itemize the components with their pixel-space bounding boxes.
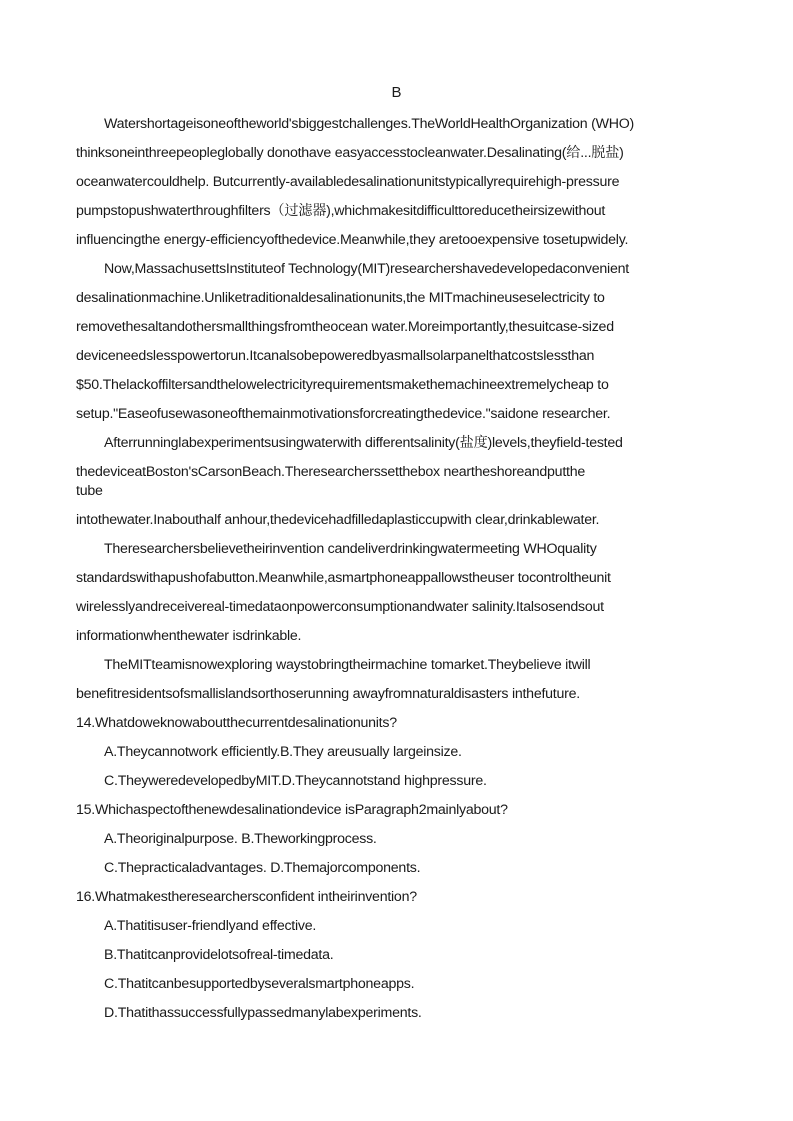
passage-line: informationwhenthewater isdrinkable.: [76, 628, 302, 644]
passage-line: influencingthe energy-efficiencyofthedevice.Meanwhile,they aretooexpensive tosetupwidely.: [76, 232, 629, 248]
passage-line: oceanwatercouldhelp. Butcurrently-availabledesalinationunitstypicallyrequirehigh-pressure: [76, 174, 620, 190]
question-option: A.Thatitisuser-friendlyand effective.: [104, 918, 317, 934]
question-option: B.Thatitcanprovidelotsofreal-timedata.: [104, 947, 334, 963]
question-stem: 15.Whichaspectofthenewdesalinationdevice isParagraph2mainlyabout?: [76, 802, 508, 818]
passage-line: Theresearchersbelievetheirinvention candeliverdrinkingwatermeeting WHOquality: [104, 541, 597, 557]
passage-line: tube: [76, 483, 103, 499]
section-letter: B: [391, 84, 402, 101]
passage-line: thedeviceatBoston'sCarsonBeach.Theresearcherssetthebox neartheshoreandputthe: [76, 464, 585, 480]
question-option: D.Thatithassuccessfullypassedmanylabexperiments.: [104, 1005, 422, 1021]
passage-line: deviceneedslesspowertorun.Itcanalsobepoweredbyasmallsolarpanelthatcostslessthan: [76, 348, 595, 364]
passage-line: pumpstopushwaterthroughfilters（过滤器),whichmakesitdifficulttoreducetheirsizewithout: [76, 203, 606, 219]
question-stem: 16.Whatmakestheresearchersconfident intheirinvention?: [76, 889, 417, 905]
passage-line: setup."Easeofusewasoneofthemainmotivationsforcreatingthedevice."saidone researcher.: [76, 406, 611, 422]
passage-line: thinksoneinthreepeopleglobally donothave easyaccesstocleanwater.Desalinating(给...脱盐): [76, 145, 624, 161]
passage-line: Now,MassachusettsInstituteof Technology(MIT)researchershavedevelopedaconvenient: [104, 261, 629, 277]
passage-line: standardswithapushofabutton.Meanwhile,asmartphoneappallowstheuser tocontroltheunit: [76, 570, 611, 586]
question-options: A.Theycannotwork efficiently.B.They areusually largeinsize.: [104, 744, 462, 760]
question-options: C.Thepracticaladvantages. D.Themajorcomponents.: [104, 860, 421, 876]
passage-line: $50.Thelackoffiltersandthelowelectricityrequirementsmakethemachineextremelycheap to: [76, 377, 609, 393]
passage-line: removethesaltandothersmallthingsfromtheocean water.Moreimportantly,thesuitcase-sized: [76, 319, 614, 335]
passage-line: wirelesslyandreceivereal-timedataonpowerconsumptionandwater salinity.Italsosendsout: [76, 599, 604, 615]
question-options: A.Theoriginalpurpose. B.Theworkingprocess.: [104, 831, 377, 847]
passage-line: benefitresidentsofsmallislandsorthoserunning awayfromnaturaldisasters inthefuture.: [76, 686, 580, 702]
passage-line: TheMITteamisnowexploring waystobringtheirmachine tomarket.Theybelieve itwill: [104, 657, 591, 673]
question-option: C.Thatitcanbesupportedbyseveralsmartphoneapps.: [104, 976, 415, 992]
passage-line: Afterrunninglabexperimentsusingwaterwith differentsalinity(盐度)levels,theyfield-tested: [104, 435, 623, 451]
passage-line: Watershortageisoneoftheworld'sbiggestchallenges.TheWorldHealthOrganization (WHO): [104, 116, 634, 132]
question-stem: 14.Whatdoweknowaboutthecurrentdesalinationunits?: [76, 715, 397, 731]
passage-line: desalinationmachine.Unliketraditionaldesalinationunits,the MITmachineuseselectricity to: [76, 290, 605, 306]
question-options: C.TheyweredevelopedbyMIT.D.Theycannotstand highpressure.: [104, 773, 487, 789]
passage-line: intothewater.Inabouthalf anhour,thedevicehadfilledaplasticcupwith clear,drinkablewater.: [76, 512, 600, 528]
